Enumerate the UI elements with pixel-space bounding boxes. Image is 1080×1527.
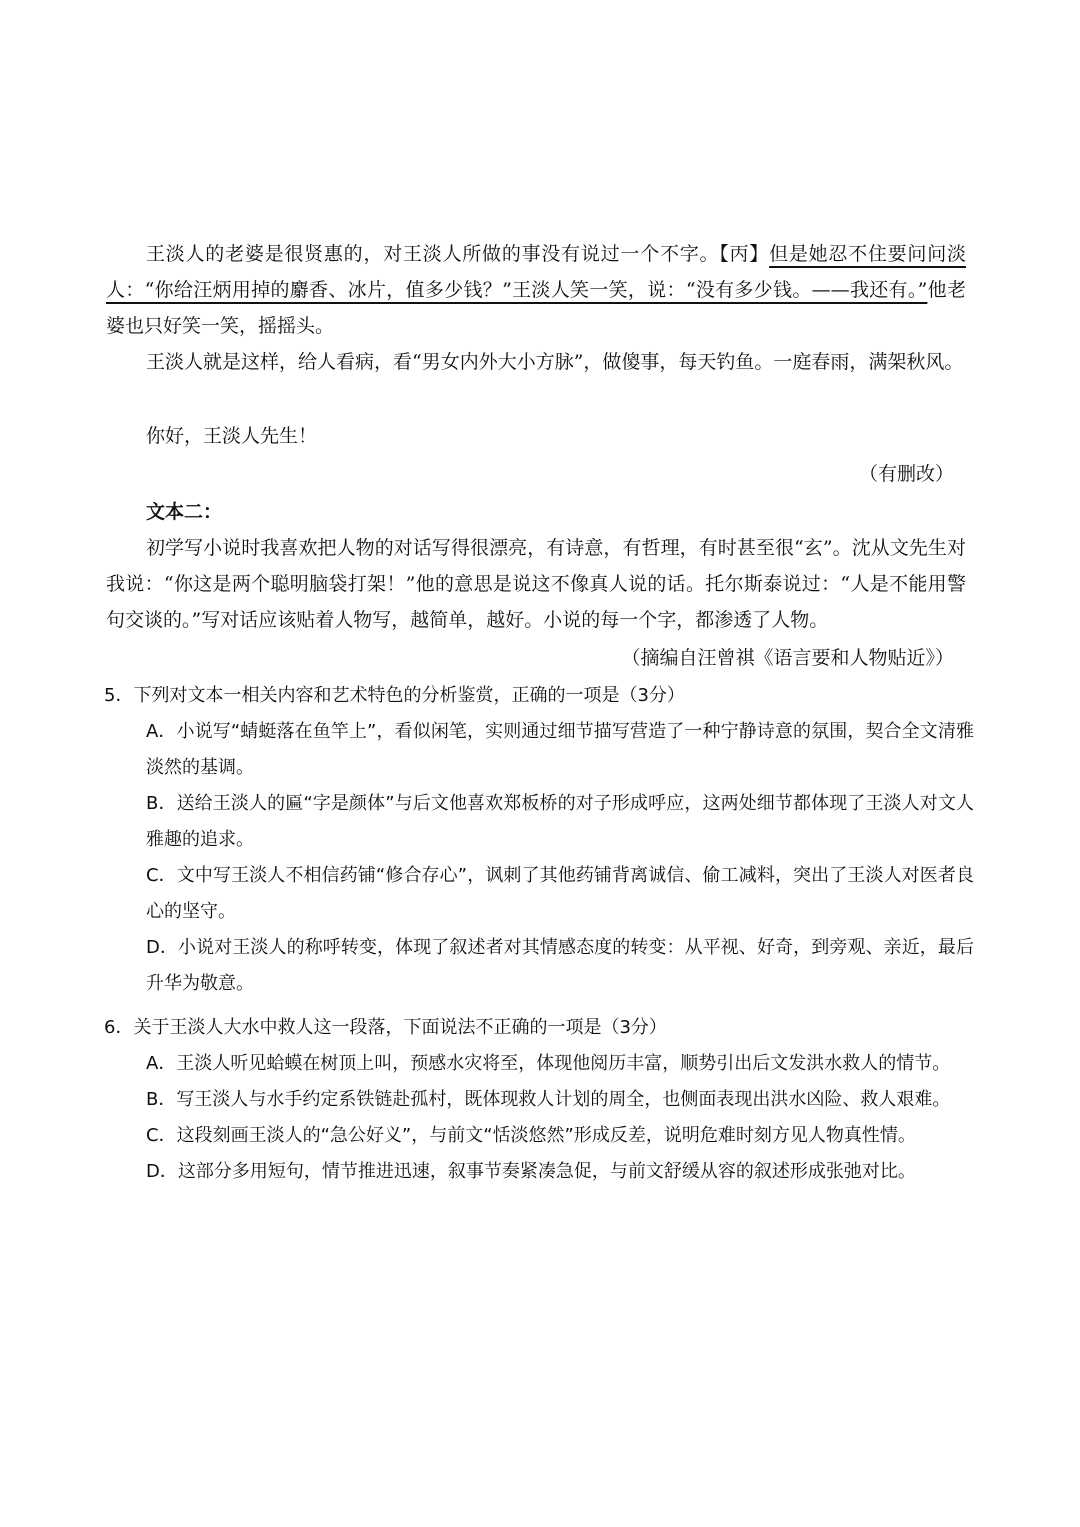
- question-6-option-c: C．这段刻画王淡人的“急公好义”，与前文“恬淡悠然”形成反差，说明危难时刻方见人物真性情。: [146, 1125, 916, 1146]
- question-6-option-a: A．王淡人听见蛤蟆在树顶上叫，预感水灾将至，体现他阅历丰富，顺势引出后文发洪水救人的情节。: [146, 1053, 951, 1074]
- text1-paragraph-1: [106, 236, 966, 344]
- text1-underlined-passage-bing: 但是她忍不住要问问淡人：“你给汪炳用掉的麝香、冰片，值多少钱？”王淡人笑一笑，说：“没有多少钱。——我还有。”: [106, 243, 966, 301]
- text1-paragraph-1-lead: 王淡人的老婆是很贤惠的，对王淡人所做的事没有说过一个不字。【丙】: [146, 243, 770, 265]
- text2-source: （摘编自汪曾祺《语言要和人物贴近》）: [621, 647, 954, 669]
- question-6-stem: 6．关于王淡人大水中救人这一段落，下面说法不正确的一项是（3分）: [104, 1017, 667, 1038]
- question-6-option-b: B．写王淡人与水手约定系铁链赴孤村，既体现救人计划的周全，也侧面表现出洪水凶险、救人艰难。: [146, 1089, 951, 1110]
- question-5-option-d: D．小说对王淡人的称呼转变，体现了叙述者对其情感态度的转变：从平视、好奇，到旁观、亲近，最后升华为敬意。: [146, 937, 974, 994]
- question-5-option-b: B．送给王淡人的匾“字是颜体”与后文他喜欢郑板桥的对子形成呼应，这两处细节都体现了王淡人对文人雅趣的追求。: [146, 793, 974, 850]
- text1-paragraph-3: 你好，王淡人先生！: [146, 425, 318, 447]
- question-5-stem: 5．下列对文本一相关内容和艺术特色的分析鉴赏，正确的一项是（3分）: [104, 685, 685, 706]
- question-5: [104, 678, 974, 1002]
- question-5-option-c: C．文中写王淡人不相信药铺“修合存心”，讽刺了其他药铺背离诚信、偷工减料，突出了王淡人对医者良心的坚守。: [146, 865, 974, 922]
- text2-paragraph: 初学写小说时我喜欢把人物的对话写得很漂亮，有诗意，有哲理，有时甚至很“玄”。沈从文先生对我说：“你这是两个聪明脑袋打架！”他的意思是说这不像真人说的话。托尔斯泰说过：“人是不能用警句交谈的。”写对话应该贴着人物写，越简单，越好。小说的每一个字，都渗透了人物。: [106, 537, 966, 631]
- question-6-option-d: D．这部分多用短句，情节推进迅速，叙事节奏紧凑急促，与前文舒缓从容的叙述形成张弛对比。: [146, 1161, 916, 1182]
- text1-paragraph-1-tail: 他老婆也只好笑一笑，摇摇头。: [106, 279, 966, 337]
- text2-heading: 文本二：: [146, 501, 223, 523]
- text1-paragraph-2: 王淡人就是这样，给人看病，看“男女内外大小方脉”，做傻事，每天钓鱼。一庭春雨，满架秋风。: [146, 351, 964, 373]
- question-5-option-a: A．小说写“蜻蜓落在鱼竿上”，看似闲笔，实则通过细节描写营造了一种宁静诗意的氛围，契合全文清雅淡然的基调。: [146, 721, 974, 778]
- text1-edit-note: （有删改）: [858, 463, 954, 485]
- question-6: [104, 1010, 974, 1190]
